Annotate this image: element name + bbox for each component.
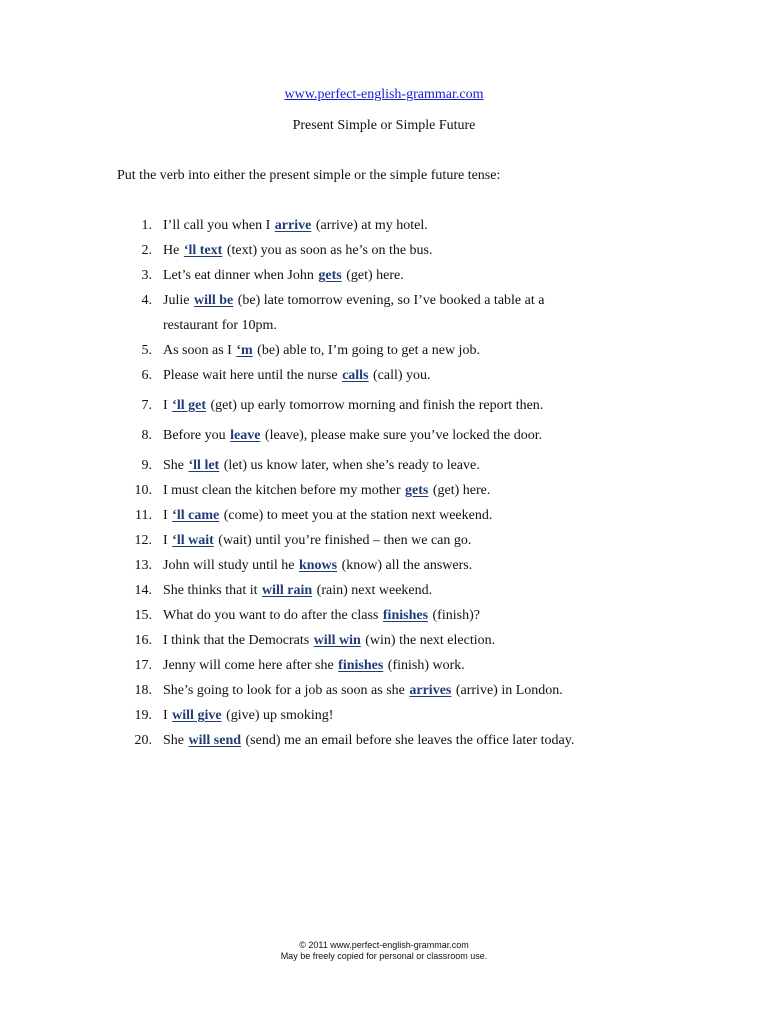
answer-blank: will be — [193, 293, 234, 308]
exercise-number: 17. — [134, 658, 152, 673]
exercise-number: 7. — [141, 398, 152, 413]
sentence-start: Jenny will come here after she — [163, 658, 334, 673]
exercise-item — [130, 703, 650, 728]
sentence-continuation: restaurant for 10pm. — [163, 318, 277, 333]
exercise-sentence — [163, 503, 650, 528]
answer-blank: calls — [342, 368, 369, 383]
sentence-start: Please wait here until the nurse — [163, 368, 338, 383]
sentence-start: As soon as I — [163, 343, 232, 358]
sentence-start: He — [163, 243, 180, 258]
exercise-number: 5. — [141, 343, 152, 358]
sentence-start: I must clean the kitchen before my mother — [163, 483, 401, 498]
exercise-sentence — [163, 703, 650, 728]
answer-blank: leave — [230, 428, 261, 443]
answer-blank: will give — [172, 708, 222, 723]
sentence-start: She thinks that it — [163, 583, 258, 598]
sentence-start: Julie — [163, 293, 190, 308]
answer-blank: knows — [298, 558, 338, 573]
exercise-sentence — [163, 423, 650, 448]
answer-blank: will send — [188, 733, 242, 748]
exercise-sentence — [163, 213, 650, 238]
exercise-number: 1. — [141, 218, 152, 233]
exercise-sentence — [163, 453, 650, 478]
exercise-number: 6. — [141, 368, 152, 383]
exercise-sentence — [163, 653, 650, 678]
exercise-item — [130, 503, 650, 528]
exercise-number: 12. — [134, 533, 152, 548]
exercise-item — [130, 603, 650, 628]
exercise-list — [130, 213, 650, 753]
exercise-number: 15. — [134, 608, 152, 623]
exercise-number: 19. — [134, 708, 152, 723]
answer-blank: will win — [313, 633, 361, 648]
sentence-end: (get) here. — [346, 268, 404, 283]
sentence-start: I think that the Democrats — [163, 633, 310, 648]
sentence-end: (get) up early tomorrow morning and finish the report then. — [210, 398, 544, 413]
sentence-start: What do you want to do after the class — [163, 608, 379, 623]
answer-blank: arrives — [409, 683, 452, 698]
answer-blank: arrive — [274, 218, 312, 233]
exercise-item — [130, 423, 650, 448]
sentence-start: I — [163, 398, 168, 413]
sentence-start: I’ll call you when I — [163, 218, 271, 233]
exercise-sentence — [163, 338, 650, 363]
sentence-start: Let’s eat dinner when John — [163, 268, 314, 283]
exercise-number: 10. — [134, 483, 152, 498]
exercise-number: 14. — [134, 583, 152, 598]
exercise-item — [130, 338, 650, 363]
sentence-start: She — [163, 733, 184, 748]
sentence-start: John will study until he — [163, 558, 295, 573]
sentence-end: (wait) until you’re finished – then we can go. — [218, 533, 472, 548]
exercise-number: 16. — [134, 633, 152, 648]
answer-blank: finishes — [382, 608, 429, 623]
exercise-item — [130, 528, 650, 553]
answer-blank: gets — [405, 483, 429, 498]
answer-blank: ‘ll text — [183, 243, 223, 258]
exercise-item — [130, 213, 650, 238]
exercise-number: 13. — [134, 558, 152, 573]
exercise-item — [130, 288, 650, 338]
exercise-item — [130, 578, 650, 603]
exercise-sentence — [163, 363, 650, 388]
sentence-end: (let) us know later, when she’s ready to leave. — [223, 458, 480, 473]
exercise-sentence — [163, 393, 650, 418]
sentence-end: (know) all the answers. — [341, 558, 473, 573]
exercise-sentence — [163, 628, 650, 653]
exercise-item — [130, 728, 650, 753]
exercise-item — [130, 478, 650, 503]
sentence-end: (be) able to, I’m going to get a new job. — [257, 343, 480, 358]
sentence-start: Before you — [163, 428, 226, 443]
exercise-number: 2. — [141, 243, 152, 258]
sentence-end: (send) me an email before she leaves the office later today. — [245, 733, 575, 748]
exercise-sentence — [163, 553, 650, 578]
exercise-sentence — [163, 238, 650, 263]
sentence-start: She’s going to look for a job as soon as she — [163, 683, 405, 698]
exercise-item — [130, 393, 650, 418]
footer-copyright: © 2011 www.perfect-english-grammar.com — [299, 940, 469, 950]
exercise-number: 4. — [141, 293, 152, 308]
sentence-end: (finish) work. — [387, 658, 465, 673]
sentence-end: (get) here. — [432, 483, 491, 498]
exercise-sentence — [163, 478, 650, 503]
footer — [0, 940, 768, 962]
sentence-start: She — [163, 458, 184, 473]
sentence-end: (leave), please make sure you’ve locked the door. — [264, 428, 543, 443]
answer-blank: gets — [318, 268, 342, 283]
sentence-end: (arrive) at my hotel. — [315, 218, 428, 233]
answer-blank: ‘m — [236, 343, 253, 358]
answer-blank: ‘ll get — [172, 398, 206, 413]
exercise-item — [130, 653, 650, 678]
answer-blank: ‘ll came — [172, 508, 220, 523]
exercise-sentence — [163, 678, 650, 703]
answer-blank: will rain — [262, 583, 313, 598]
exercise-item — [130, 238, 650, 263]
exercise-number: 18. — [134, 683, 152, 698]
footer-license: May be freely copied for personal or classroom use. — [280, 951, 488, 961]
exercise-sentence — [163, 603, 650, 628]
exercise-item — [130, 263, 650, 288]
sentence-start: I — [163, 508, 168, 523]
sentence-end: (text) you as soon as he’s on the bus. — [226, 243, 433, 258]
sentence-end: (arrive) in London. — [455, 683, 563, 698]
sentence-end: (win) the next election. — [365, 633, 496, 648]
sentence-end: (be) late tomorrow evening, so I’ve booked a table at a — [237, 293, 545, 308]
exercise-number: 9. — [141, 458, 152, 473]
exercise-item — [130, 553, 650, 578]
exercise-item — [130, 453, 650, 478]
answer-blank: ‘ll let — [188, 458, 220, 473]
exercise-item — [130, 363, 650, 388]
sentence-end: (give) up smoking! — [226, 708, 334, 723]
sentence-end: (call) you. — [373, 368, 431, 383]
exercise-sentence — [163, 288, 650, 313]
exercise-number: 8. — [141, 428, 152, 443]
exercise-number: 3. — [141, 268, 152, 283]
answer-blank: finishes — [338, 658, 384, 673]
site-link[interactable]: www.perfect-english-grammar.com — [284, 87, 484, 102]
instruction-text: Put the verb into either the present simple or the simple future tense: — [117, 168, 501, 183]
exercise-item — [130, 628, 650, 653]
sentence-start: I — [163, 533, 168, 548]
exercise-sentence — [163, 728, 650, 753]
sentence-end: (finish)? — [432, 608, 480, 623]
answer-blank: ‘ll wait — [172, 533, 214, 548]
sentence-end: (rain) next weekend. — [316, 583, 433, 598]
exercise-sentence — [163, 263, 650, 288]
exercise-sentence — [163, 578, 650, 603]
sentence-start: I — [163, 708, 168, 723]
exercise-number: 20. — [134, 733, 152, 748]
page-title: Present Simple or Simple Future — [292, 118, 476, 133]
sentence-end: (come) to meet you at the station next weekend. — [223, 508, 493, 523]
exercise-number: 11. — [135, 508, 152, 523]
exercise-sentence — [163, 528, 650, 553]
exercise-item — [130, 678, 650, 703]
